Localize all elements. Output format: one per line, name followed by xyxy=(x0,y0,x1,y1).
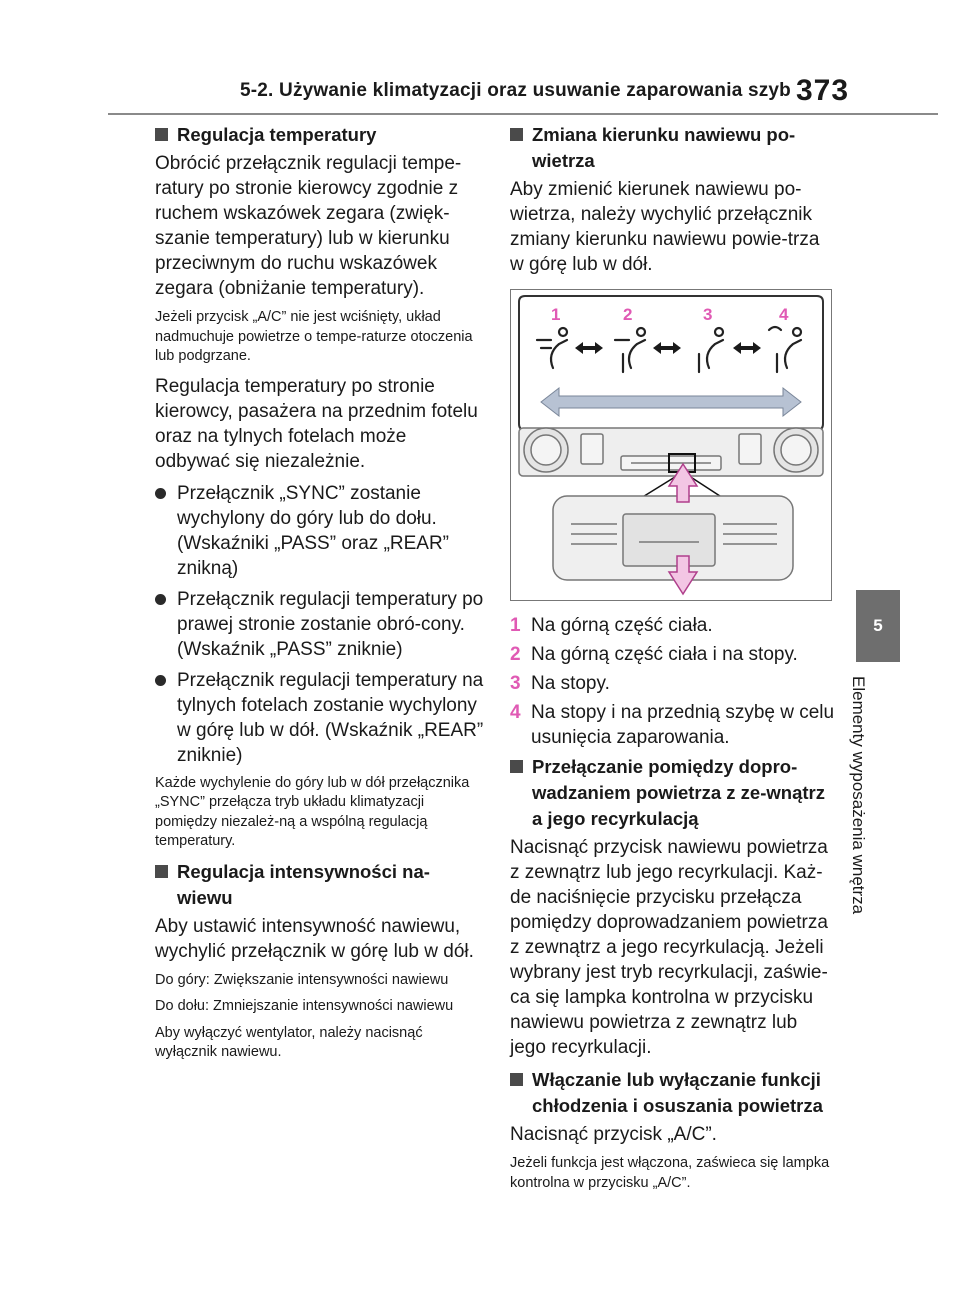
mode-label-2: 2 xyxy=(623,305,633,324)
paragraph: Aby ustawić intensywność nawiewu, wychylić przełącznik w górę lub w dół. xyxy=(155,915,474,962)
ac-heading: Włączanie lub wyłączanie funkcji chłodzenia i osuszania powietrza xyxy=(510,1067,835,1119)
mode-item: 1 Na górną część ciała. xyxy=(510,615,713,636)
page-number: 373 xyxy=(796,74,850,107)
paragraph: Aby zmienić kierunek nawiewu po-wietrza, należy wychylić przełącznik zmiany kierunku nawiewu powie-trza w górę lub w dół. xyxy=(510,179,820,275)
note: Jeżeli funkcja jest włączona, zaświeca się lampka kontrolna w przycisku „A/C”. xyxy=(510,1155,830,1191)
airflow-mode-figure xyxy=(510,289,832,601)
bullet-item: Przełącznik „SYNC” zostanie wychylony do góry lub do dołu. (Wskaźniki „PASS” oraz „REAR” znikną) xyxy=(155,481,485,581)
header-rule xyxy=(108,113,938,115)
airflow-diagram xyxy=(511,290,831,600)
paragraph: Regulacja temperatury po stronie kierowcy, pasażera na przednim fotelu oraz na tylnych fotelach może odbywać się niezależnie. xyxy=(155,375,478,472)
chapter-label xyxy=(849,676,890,946)
bullet-item: Przełącznik regulacji temperatury po prawej stronie zostanie obró-cony. (Wskaźnik „PASS” zniknie) xyxy=(155,587,485,662)
left-column xyxy=(155,122,485,1070)
right-column xyxy=(510,122,835,1200)
heading-square-icon xyxy=(510,760,523,773)
note: Jeżeli przycisk „A/C” nie jest wciśnięty, układ nadmuchuje powietrze o tempe-raturze otoczenia lub podgrzane. xyxy=(155,309,473,364)
mode-item: 2 Na górną część ciała i na stopy. xyxy=(510,644,798,665)
direction-heading: Zmiana kierunku nawiewu po-wietrza xyxy=(510,122,835,174)
mode-label-4: 4 xyxy=(779,305,789,324)
control-panel-top xyxy=(519,428,823,476)
mode-label-1: 1 xyxy=(551,305,561,324)
mode-item: 3 Na stopy. xyxy=(510,673,610,694)
chapter-number: 5 xyxy=(873,616,883,635)
heading-square-icon xyxy=(155,865,168,878)
note: Do góry: Zwiększanie intensywności nawiewu xyxy=(155,971,449,988)
mode-item: 4 Na stopy i na przednią szybę w celu usunięcia zaparowania. xyxy=(510,702,835,748)
heading-square-icon xyxy=(510,128,523,141)
bullet-icon xyxy=(155,675,166,686)
heading-square-icon xyxy=(510,1073,523,1086)
bullet-icon xyxy=(155,594,166,605)
bullet-icon xyxy=(155,488,166,499)
note: Do dołu: Zmniejszanie intensywności nawiewu xyxy=(155,998,454,1014)
paragraph: Nacisnąć przycisk nawiewu powietrza z zewnątrz lub jego recyrkulacji. Każ-de naciśnięcie przycisku przełącza pomiędzy doprowadzaniem powietrza z zewnątrz a jego recyrkulacją. Jeżeli wybrany jest tryb recyrkulacji, zaświe-ca się lampka kontrolna w przycisku nawiewu powietrza z zewnątrz lub jego recyrkulacji. xyxy=(510,837,828,1058)
section-title: 5-2. Używanie klimatyzacji oraz usuwanie zaparowania szyb xyxy=(240,80,791,101)
chapter-label-text: Elementy wyposażenia wnętrza xyxy=(849,676,868,915)
paragraph: Obrócić przełącznik regulacji tempe-ratury po stronie kierowcy zgodnie z ruchem wskazówek zegara (zwięk-szanie temperatury) lub w kierunku przeciwnym do ruchu wskazówek zegara (obniżanie temperatury). xyxy=(155,153,462,299)
mode-label-3: 3 xyxy=(703,305,713,324)
note: Każde wychylenie do góry lub w dół przełącznika „SYNC” przełącza tryb układu klimatyzacji pomiędzy niezależ-ną a wspólną regulacją temperatury. xyxy=(155,774,470,849)
bullet-item: Przełącznik regulacji temperatury na tylnych fotelach zostanie wychylony w górę lub w dół. (Wskaźnik „REAR” zniknie) xyxy=(155,668,485,768)
control-panel-zoom xyxy=(553,496,793,580)
note: Aby wyłączyć wentylator, należy nacisnąć wyłącznik nawiewu. xyxy=(155,1024,423,1060)
chapter-tab[interactable] xyxy=(856,590,900,662)
recirculation-heading: Przełączanie pomiędzy dopro-wadzaniem powietrza z ze-wnątrz a jego recyrkulacją xyxy=(510,754,835,832)
heading-square-icon xyxy=(155,128,168,141)
temperature-heading: Regulacja temperatury xyxy=(155,122,485,148)
paragraph: Nacisnąć przycisk „A/C”. xyxy=(510,1124,717,1145)
fan-heading: Regulacja intensywności na-wiewu xyxy=(155,859,485,911)
